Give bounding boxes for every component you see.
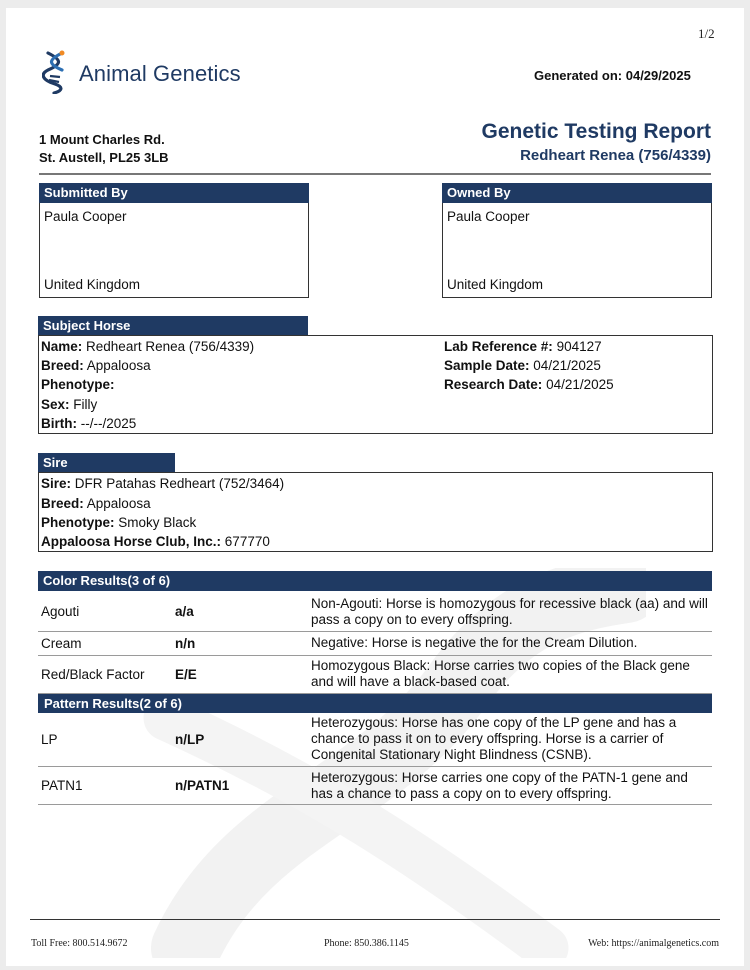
subject-breed-row: Breed: Appaloosa: [41, 358, 151, 373]
test-description: Heterozygous: Horse has one copy of the LP gene and has a chance to pass it on to every offspring. Horse is a carrier of Congenital Stationary Night Blindness (CSNB).: [308, 713, 712, 767]
sire-club-row: Appaloosa Horse Club, Inc.: 677770: [41, 534, 270, 549]
subject-breed: Appaloosa: [86, 358, 151, 373]
test-result: n/PATN1: [172, 767, 308, 805]
test-result: n/n: [172, 631, 308, 655]
sire-name: DFR Patahas Redheart (752/3464): [74, 476, 285, 491]
test-name: PATN1: [38, 767, 172, 805]
table-row: [38, 593, 712, 631]
test-description: Negative: Horse is negative the for the Cream Dilution.: [308, 631, 712, 655]
lab-reference-row: Lab Reference #: 904127: [444, 339, 602, 354]
color-results-header: Color Results(3 of 6): [38, 571, 712, 591]
address-line-2: St. Austell, PL25 3LB: [39, 150, 169, 165]
pattern-results-header: Pattern Results(2 of 6): [38, 693, 712, 713]
sire-breed-row: Breed: Appaloosa: [41, 496, 151, 511]
table-row: [38, 631, 712, 655]
report-page: [6, 8, 744, 966]
subject-sex-row: Sex: Filly: [41, 397, 98, 412]
test-name: LP: [38, 713, 172, 767]
subject-horse-header: Subject Horse: [38, 316, 308, 335]
table-row: [38, 767, 712, 805]
report-subtitle: Redheart Renea (756/4339): [520, 147, 711, 164]
pattern-results-header-row: [38, 693, 712, 713]
address-line-1: 1 Mount Charles Rd.: [39, 132, 165, 147]
test-result: E/E: [172, 655, 308, 693]
footer-website: Web: https://animalgenetics.com: [588, 938, 719, 949]
results-table: [38, 593, 712, 805]
sire-phenotype: Smoky Black: [118, 515, 197, 530]
page-number: 1/2: [698, 26, 715, 41]
table-row: [38, 655, 712, 693]
generated-date: Generated on: 04/29/2025: [534, 68, 691, 83]
sire-club-number: 677770: [224, 534, 270, 549]
sample-date-row: Sample Date: 04/21/2025: [444, 358, 601, 373]
header-divider: [39, 173, 711, 175]
test-description: Non-Agouti: Horse is homozygous for recessive black (aa) and will pass a copy on to every offspring.: [308, 593, 712, 631]
research-date-row: Research Date: 04/21/2025: [444, 377, 614, 392]
sire-breed: Appaloosa: [86, 496, 151, 511]
test-name: Red/Black Factor: [38, 655, 172, 693]
research-date: 04/21/2025: [546, 377, 614, 392]
subject-name-row: Name: Redheart Renea (756/4339): [41, 339, 255, 354]
sire-name-row: Sire: DFR Patahas Redheart (752/3464): [41, 476, 285, 491]
subject-birth: --/--/2025: [80, 416, 137, 431]
test-name: Agouti: [38, 593, 172, 631]
brand-name: Animal Genetics: [79, 61, 241, 86]
lab-reference: 904127: [556, 339, 602, 354]
owned-by-name: Paula Cooper: [447, 209, 530, 224]
subject-birth-row: Birth: --/--/2025: [41, 416, 137, 431]
footer-toll-free: Toll Free: 800.514.9672: [31, 938, 128, 949]
sire-phenotype-row: Phenotype: Smoky Black: [41, 515, 197, 530]
sample-date: 04/21/2025: [533, 358, 601, 373]
owned-by-country: United Kingdom: [447, 277, 544, 292]
owned-by-header: Owned By: [442, 183, 712, 203]
submitted-by-header: Submitted By: [39, 183, 309, 203]
table-row: [38, 713, 712, 767]
test-result: a/a: [172, 593, 308, 631]
subject-name: Redheart Renea (756/4339): [86, 339, 255, 354]
submitted-by-country: United Kingdom: [44, 277, 141, 292]
dna-helix-icon: [42, 50, 68, 94]
test-description: Heterozygous: Horse carries one copy of the PATN-1 gene and has a chance to pass a copy on to every offspring.: [308, 767, 712, 805]
test-description: Homozygous Black: Horse carries two copies of the Black gene and will have a black-based coat.: [308, 655, 712, 693]
sire-header: Sire: [38, 453, 175, 472]
subject-phenotype-row: Phenotype:: [41, 377, 115, 392]
footer-phone: Phone: 850.386.1145: [324, 938, 409, 949]
submitted-by-name: Paula Cooper: [44, 209, 127, 224]
subject-sex: Filly: [73, 397, 98, 412]
test-result: n/LP: [172, 713, 308, 767]
report-title: Genetic Testing Report: [481, 120, 711, 143]
footer-divider: [30, 919, 720, 920]
test-name: Cream: [38, 631, 172, 655]
